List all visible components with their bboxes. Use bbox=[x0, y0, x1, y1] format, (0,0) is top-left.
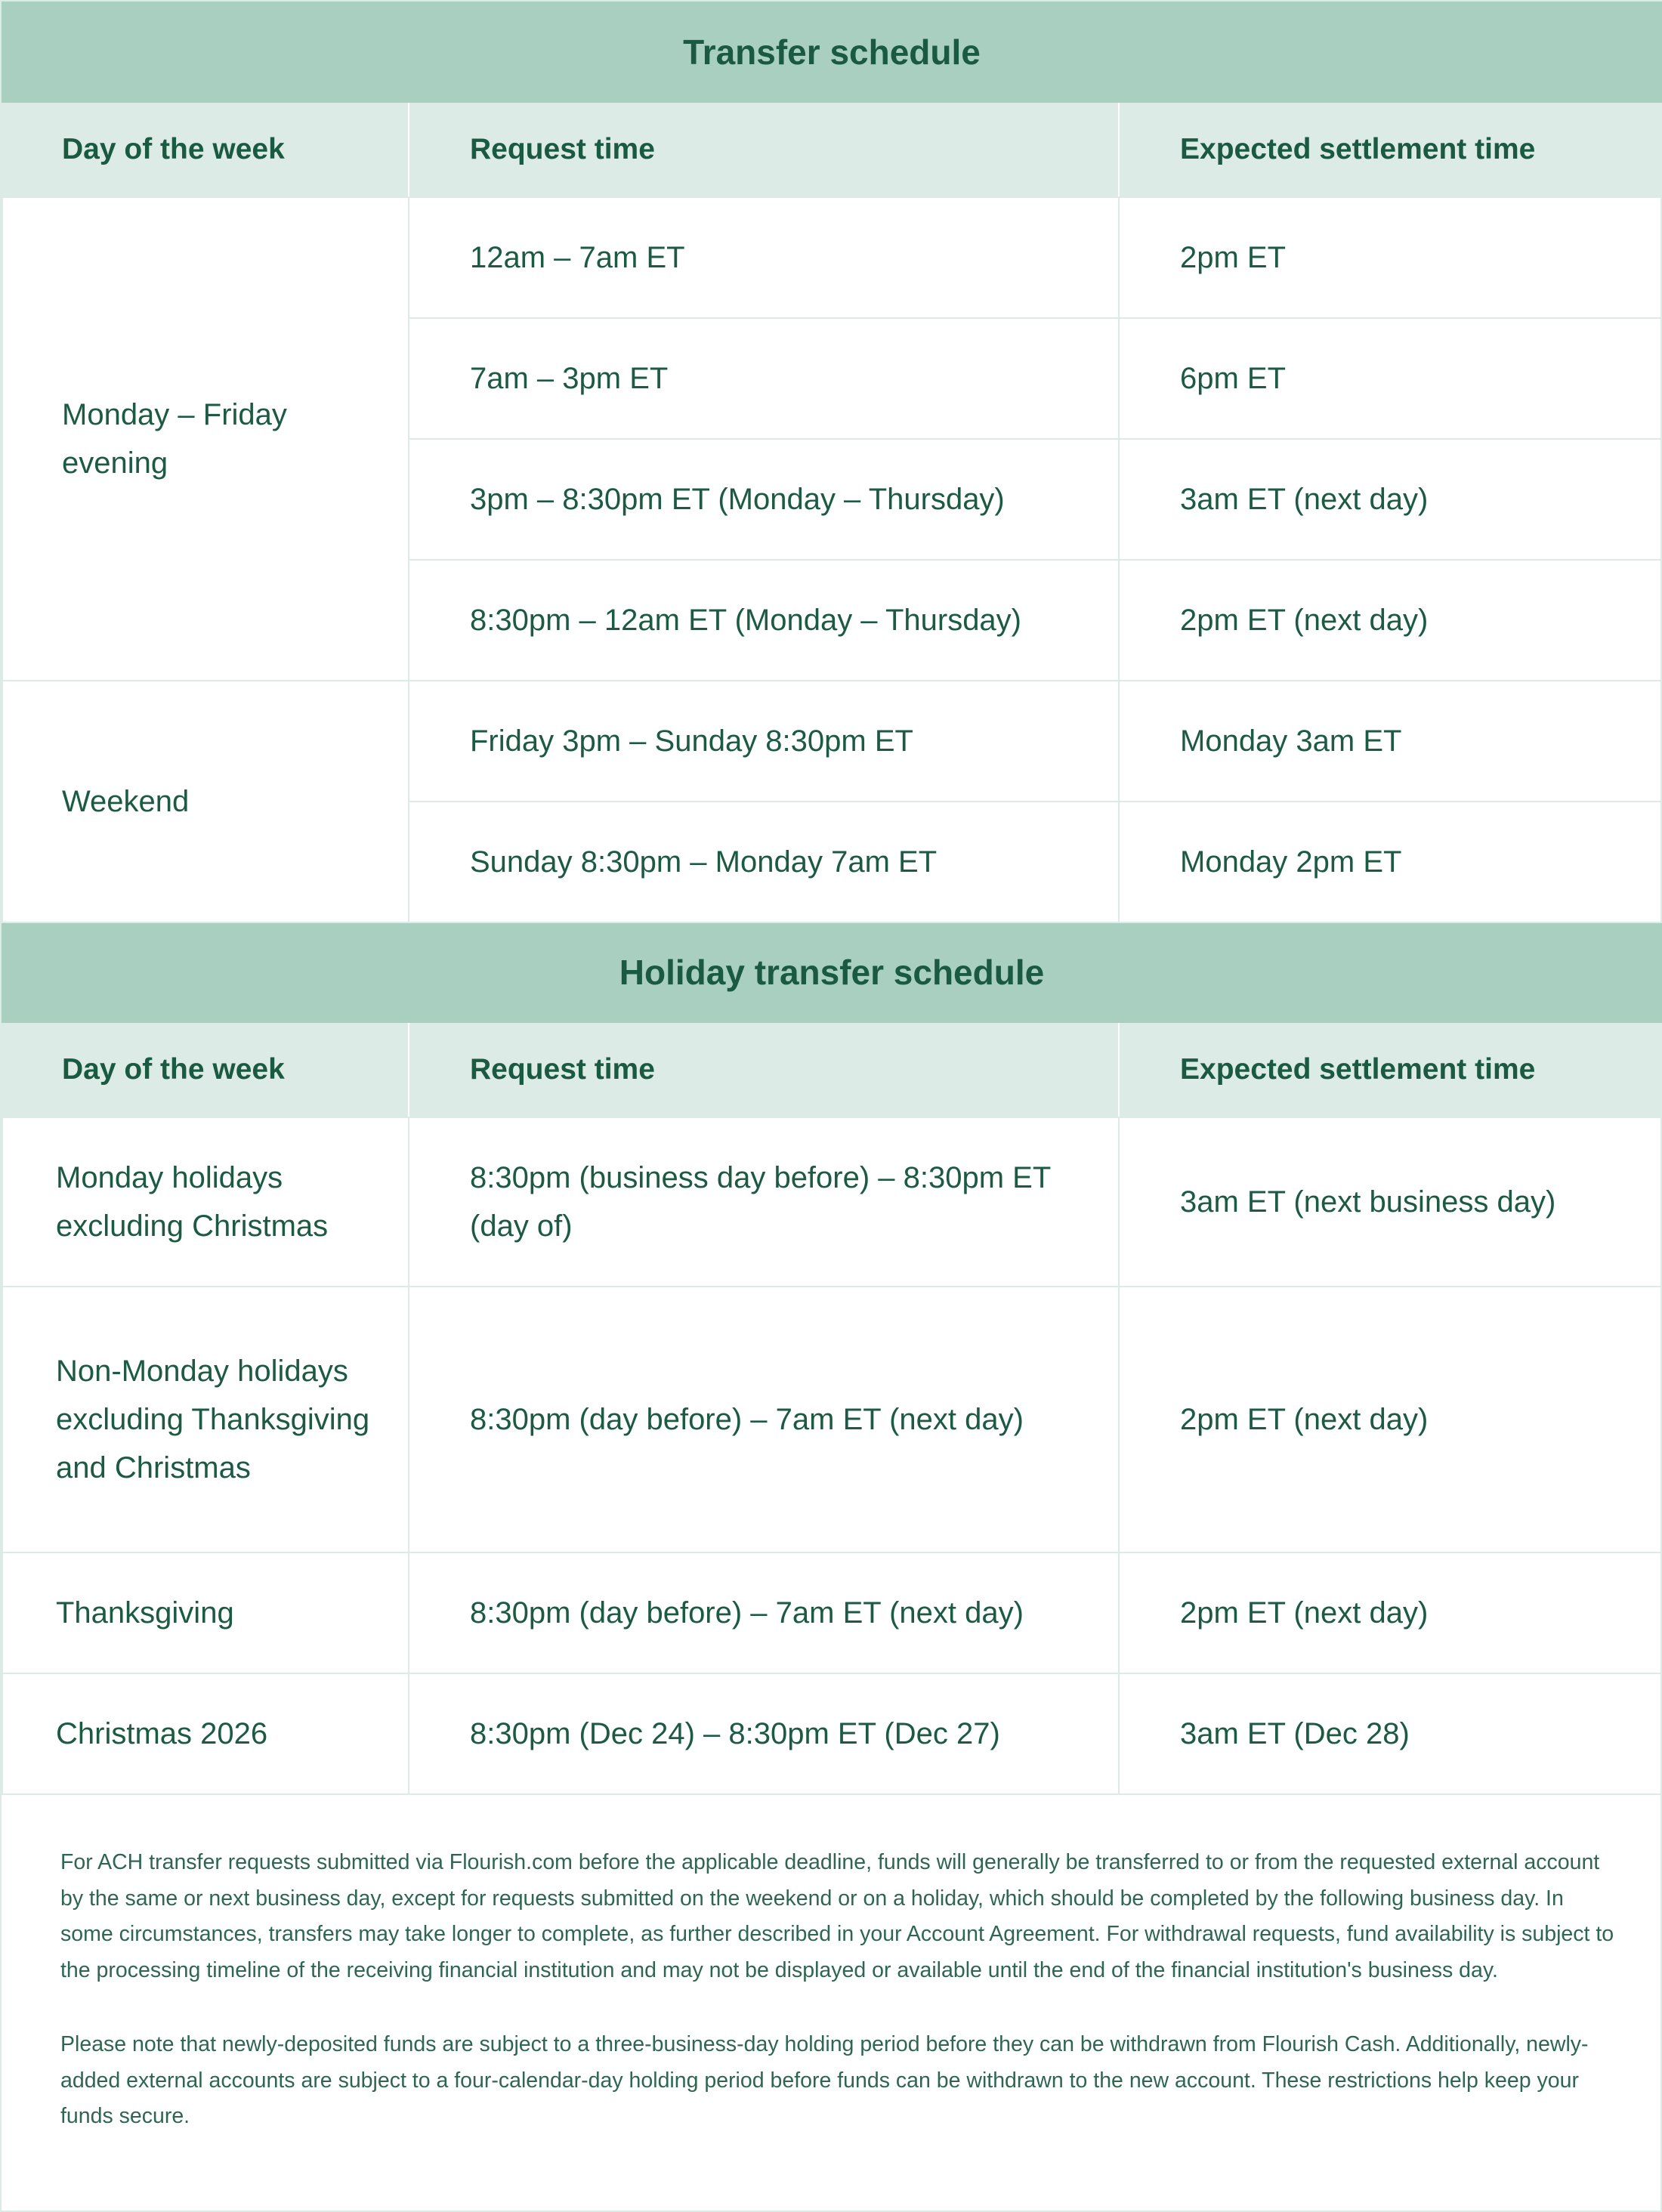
column-header-request-time: Request time bbox=[409, 1022, 1119, 1117]
request-time-cell: 12am – 7am ET bbox=[409, 197, 1119, 318]
table-row bbox=[2, 1552, 1661, 1673]
settlement-time-cell: 3am ET (next day) bbox=[1119, 439, 1661, 560]
holiday-day-cell: Monday holidays excluding Christmas bbox=[2, 1117, 409, 1287]
settlement-time-cell: 2pm ET (next day) bbox=[1119, 560, 1661, 681]
holiday-schedule-header-row bbox=[2, 1022, 1661, 1117]
disclaimer-notes bbox=[60, 1845, 1617, 2135]
request-time-cell: 8:30pm (day before) – 7am ET (next day) bbox=[409, 1287, 1119, 1552]
request-time-cell: Friday 3pm – Sunday 8:30pm ET bbox=[409, 681, 1119, 802]
settlement-time-cell: Monday 3am ET bbox=[1119, 681, 1661, 802]
transfer-schedule-title-row bbox=[2, 2, 1661, 102]
column-header-day: Day of the week bbox=[2, 102, 409, 197]
table-row bbox=[2, 681, 1661, 802]
request-time-cell: 3pm – 8:30pm ET (Monday – Thursday) bbox=[409, 439, 1119, 560]
settlement-time-cell: 6pm ET bbox=[1119, 318, 1661, 439]
schedule-table bbox=[2, 2, 1662, 1795]
settlement-time-cell: 3am ET (next business day) bbox=[1119, 1117, 1661, 1287]
request-time-cell: 8:30pm – 12am ET (Monday – Thursday) bbox=[409, 560, 1119, 681]
table-row bbox=[2, 1287, 1661, 1552]
settlement-time-cell: 2pm ET (next day) bbox=[1119, 1552, 1661, 1673]
settlement-time-cell: 2pm ET bbox=[1119, 197, 1661, 318]
holding-period-note: Please note that newly-deposited funds are subject to a three-business-day holding period before they can be withdrawn from Flourish Cash. Additionally, newly-added external accounts are subject to a four-calendar-day holding period before funds can be withdrawn to the new account. These restrictions help keep your funds secure. bbox=[60, 2031, 1589, 2129]
table-row bbox=[2, 1673, 1661, 1794]
request-time-cell: 8:30pm (day before) – 7am ET (next day) bbox=[409, 1552, 1119, 1673]
transfer-schedule-header-row bbox=[2, 102, 1661, 197]
request-time-cell: 8:30pm (Dec 24) – 8:30pm ET (Dec 27) bbox=[409, 1673, 1119, 1794]
table-row bbox=[2, 1117, 1661, 1287]
column-header-request-time: Request time bbox=[409, 102, 1119, 197]
column-header-settlement-time: Expected settlement time bbox=[1119, 1022, 1661, 1117]
holiday-day-cell: Christmas 2026 bbox=[2, 1673, 409, 1794]
holiday-day-cell: Thanksgiving bbox=[2, 1552, 409, 1673]
ach-transfer-note: For ACH transfer requests submitted via Flourish.com before the applicable deadline, funds will generally be transferred to or from the requested external account by the same or next business day, except for requests submitted on the weekend or on a holiday, which should be completed by the following business day. In some circumstances, transfers may take longer to complete, as further described in your Account Agreement. For withdrawal requests, fund availability is subject to the processing timeline of the receiving financial institution and may not be displayed or available until the end of the financial institution's business day. bbox=[60, 1850, 1614, 1983]
transfer-schedule-title: Transfer schedule bbox=[2, 2, 1661, 102]
column-header-day: Day of the week bbox=[2, 1022, 409, 1117]
request-time-cell: Sunday 8:30pm – Monday 7am ET bbox=[409, 802, 1119, 922]
request-time-cell: 7am – 3pm ET bbox=[409, 318, 1119, 439]
request-time-cell: 8:30pm (business day before) – 8:30pm ET (day of) bbox=[409, 1117, 1119, 1287]
holiday-schedule-title-row bbox=[2, 922, 1661, 1022]
table-row bbox=[2, 197, 1661, 318]
column-header-settlement-time: Expected settlement time bbox=[1119, 102, 1661, 197]
day-cell-weekend: Weekend bbox=[2, 681, 409, 922]
settlement-time-cell: 3am ET (Dec 28) bbox=[1119, 1673, 1661, 1794]
settlement-time-cell: Monday 2pm ET bbox=[1119, 802, 1661, 922]
day-cell-weekday: Monday – Friday evening bbox=[2, 197, 409, 681]
holiday-schedule-title: Holiday transfer schedule bbox=[2, 922, 1661, 1022]
settlement-time-cell: 2pm ET (next day) bbox=[1119, 1287, 1661, 1552]
holiday-day-cell: Non-Monday holidays excluding Thanksgiving and Christmas bbox=[2, 1287, 409, 1552]
